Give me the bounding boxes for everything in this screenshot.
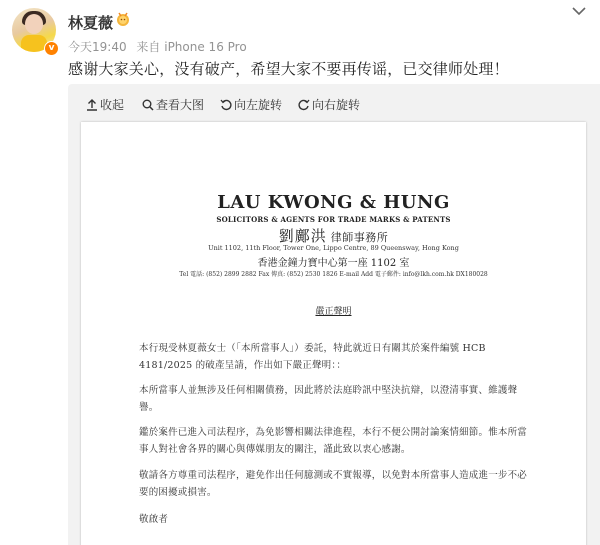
address-cn: 香港金鐘力寶中心第一座 1102 室 <box>257 258 410 269</box>
search-icon <box>142 99 154 111</box>
firm-name-cn <box>81 225 586 246</box>
contact-line: Tel 電話: (852) 2899 2882 Fax 傳真: (852) 2530 1826 E-mail Add 電子郵件: info@lkh.com.hk DX180028 <box>179 271 488 278</box>
collapse-button[interactable] <box>86 96 124 113</box>
firm-type-cn: 律師事務所 <box>330 231 389 244</box>
closing-text: 敬啟者 <box>139 514 169 525</box>
firm-name-cn-text: 劉鄺洪 <box>278 227 327 245</box>
address-en: Unit 1102, 11th Floor, Tower One, Lippo Centre, 89 Queensway, Hong Kong <box>208 244 459 252</box>
document-title: 嚴正聲明 <box>315 307 352 317</box>
chevron-down-icon[interactable] <box>572 6 586 16</box>
medal-icon <box>115 11 131 27</box>
collapse-icon <box>86 99 98 111</box>
view-large-label: 查看大图 <box>156 98 205 112</box>
post-time: 今天19:40 <box>68 40 127 54</box>
post-meta <box>68 38 253 55</box>
post-source[interactable]: 来自 iPhone 16 Pro <box>136 40 247 54</box>
statement-paragraph: 鑑於案件已進入司法程序，為免影響相關法律進程，本行不便公開討論案情細節。惟本所當事人對社會各界的關心與傳媒朋友的關注，謹此致以衷心感謝。 <box>139 427 528 455</box>
document-image[interactable] <box>81 122 586 545</box>
username[interactable]: 林夏薇 <box>68 14 114 32</box>
rotate-right-button[interactable] <box>298 96 360 113</box>
post-header <box>0 0 600 60</box>
firm-name-en: LAU KWONG & HUNG <box>217 192 450 213</box>
image-toolbar <box>68 84 600 124</box>
view-large-button[interactable] <box>142 96 204 113</box>
firm-subtitle: SOLICITORS & AGENTS FOR TRADE MARKS & PATENTS <box>216 215 451 224</box>
statement-paragraph: 敬請各方尊重司法程序，避免作出任何臆測或不實報導，以免對本所當事人造成進一步不必要的困擾或損害。 <box>139 470 528 498</box>
rotate-left-label: 向左旋转 <box>234 98 283 112</box>
rotate-left-icon <box>220 99 232 111</box>
collapse-label: 收起 <box>100 98 125 112</box>
verified-badge-icon: v <box>44 41 59 56</box>
statement-paragraph: 本行現受林夏薇女士（「本所當事人」）委託，特此就近日有關其於案件編號 HCB 4181/2025 的破產呈請，作出如下嚴正聲明：： <box>139 343 486 371</box>
post-text: 感谢大家关心，没有破产，希望大家不要再传谣，已交律师处理！ <box>68 60 509 78</box>
rotate-left-button[interactable] <box>220 96 282 113</box>
rotate-right-label: 向右旋转 <box>312 98 361 112</box>
rotate-right-icon <box>298 99 310 111</box>
statement-paragraph: 本所當事人並無涉及任何相關債務，因此將於法庭聆訊中堅決抗辯，以澄清事實、維護聲譽。 <box>139 385 518 413</box>
image-viewer <box>68 84 600 545</box>
